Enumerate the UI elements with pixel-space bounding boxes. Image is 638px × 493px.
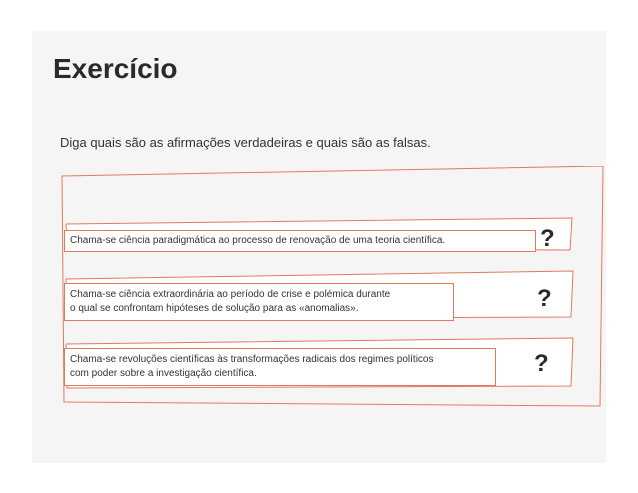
statement-box-2[interactable] — [64, 283, 454, 321]
statement-box-1[interactable] — [64, 230, 536, 252]
question-mark-3[interactable]: ? — [534, 350, 549, 377]
statement-2-line-2: o qual se confrontam hipóteses de solução para as «anomalias». — [70, 303, 359, 314]
statement-3-line-2: com poder sobre a investigação científica. — [70, 368, 257, 379]
statement-2-line-1: Chama-se ciência extraordinária ao período de crise e polémica durante — [70, 289, 391, 300]
instruction-text: Diga quais são as afirmações verdadeiras e quais são as falsas. — [60, 135, 431, 150]
statement-1-line-1: Chama-se ciência paradigmática ao processo de renovação de uma teoria científica. — [70, 235, 446, 246]
statement-3-line-1: Chama-se revoluções científicas às transformações radicais dos regimes políticos — [70, 354, 434, 365]
slide — [32, 31, 606, 463]
question-mark-1[interactable]: ? — [540, 225, 555, 252]
question-mark-2[interactable]: ? — [537, 285, 552, 312]
slide-title: Exercício — [53, 53, 178, 84]
statement-box-3[interactable] — [64, 348, 496, 386]
